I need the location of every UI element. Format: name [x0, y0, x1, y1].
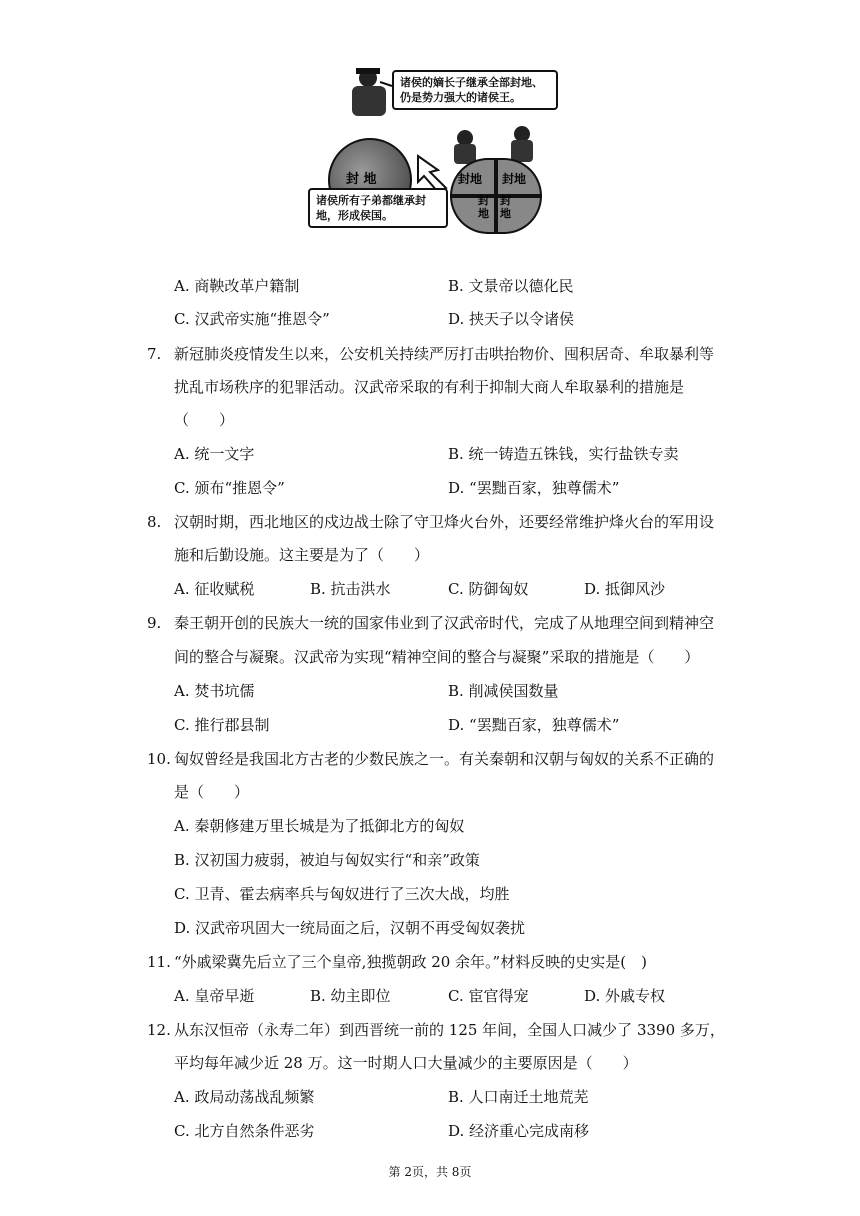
q9-number: 9. [147, 614, 162, 632]
q8-option-a[interactable]: A. 征收赋税 [174, 580, 255, 598]
q10-option-b[interactable]: B. 汉初国力疲弱，被迫与匈奴实行“和亲”政策 [174, 851, 480, 869]
q10-stem-line1: 匈奴曾经是我国北方古老的少数民族之一。有关秦朝和汉朝与匈奴的关系不正确的 [174, 750, 715, 768]
q7-option-c[interactable]: C. 颁布“推恩令” [174, 479, 285, 497]
q6-option-b[interactable]: B. 文景帝以德化民 [448, 277, 574, 295]
q7-stem-line1: 新冠肺炎疫情发生以来，公安机关持续严厉打击哄抬物价、囤积居奇、牟取暴利等 [174, 345, 715, 363]
q8-stem-line2: 施和后勤设施。这主要是为了（ ） [174, 546, 430, 564]
q11-number: 11. [147, 953, 171, 971]
q10-stem-line2: 是（ ） [174, 783, 250, 801]
q8-stem-line1: 汉朝时期，西北地区的戍边战士除了守卫烽火台外，还要经常维护烽火台的军用设 [174, 513, 715, 531]
q9-option-a[interactable]: A. 焚书坑儒 [174, 682, 255, 700]
q10-number: 10. [147, 750, 171, 768]
q7-stem-line3: （ ） [174, 411, 235, 429]
enfeoffment-illustration [300, 58, 560, 238]
large-fief-label: 封 地 [346, 172, 377, 187]
speech-bubble-bottom: 诸侯所有子弟都继承封地，形成侯国。 [308, 188, 448, 228]
q8-number: 8. [147, 513, 162, 531]
q12-stem-line1: 从东汉恒帝（永寿二年）到西晋统一前的 125 年间，全国人口减少了 3390 多万， [174, 1021, 725, 1039]
q9-stem-line1: 秦王朝开创的民族大一统的国家伟业到了汉武帝时代，完成了从地理空间到精神空 [174, 614, 715, 632]
q8-option-b[interactable]: B. 抗击洪水 [310, 580, 391, 598]
fief-quadrant-4-label: 封 地 [500, 194, 511, 220]
q12-option-d[interactable]: D. 经济重心完成南移 [448, 1122, 590, 1140]
q12-option-c[interactable]: C. 北方自然条件恶劣 [174, 1122, 315, 1140]
q7-option-d[interactable]: D. “罢黜百家，独尊儒术” [448, 479, 620, 497]
q6-option-a[interactable]: A. 商鞅改革户籍制 [174, 277, 300, 295]
q7-option-b[interactable]: B. 统一铸造五铢钱，实行盐铁专卖 [448, 445, 679, 463]
q10-option-a[interactable]: A. 秦朝修建万里长城是为了抵御北方的匈奴 [174, 817, 465, 835]
q7-option-a[interactable]: A. 统一文字 [174, 445, 255, 463]
fief-quadrant-2-label: 封地 [502, 172, 527, 186]
fief-quadrant-3-label: 封 地 [478, 194, 489, 220]
q11-option-c[interactable]: C. 宦官得宠 [448, 987, 529, 1005]
q10-option-d[interactable]: D. 汉武帝巩固大一统局面之后，汉朝不再受匈奴袭扰 [174, 919, 526, 937]
page-footer: 第 2页，共 8页 [388, 1165, 472, 1179]
q9-option-b[interactable]: B. 削减侯国数量 [448, 682, 559, 700]
speech-bubble-top: 诸侯的嫡长子继承全部封地、仍是势力强大的诸侯王。 [392, 70, 558, 110]
q11-option-a[interactable]: A. 皇帝早逝 [174, 987, 255, 1005]
q7-number: 7. [147, 345, 162, 363]
q8-option-c[interactable]: C. 防御匈奴 [448, 580, 529, 598]
q9-option-c[interactable]: C. 推行郡县制 [174, 716, 270, 734]
q12-option-b[interactable]: B. 人口南迁土地荒芜 [448, 1088, 589, 1106]
q8-option-d[interactable]: D. 抵御风沙 [584, 580, 666, 598]
q7-stem-line2: 扰乱市场秩序的犯罪活动。汉武帝采取的有利于抑制大商人牟取暴利的措施是 [174, 378, 685, 396]
q12-number: 12. [147, 1021, 171, 1039]
q6-option-c[interactable]: C. 汉武帝实施“推恩令” [174, 310, 330, 328]
q6-option-d[interactable]: D. 挟天子以令诸侯 [448, 310, 575, 328]
q9-stem-line2: 间的整合与凝聚。汉武帝为实现“精神空间的整合与凝聚”采取的措施是（ ） [174, 648, 700, 666]
q12-option-a[interactable]: A. 政局动荡战乱频繁 [174, 1088, 315, 1106]
fief-quadrant-1-label: 封地 [458, 172, 483, 186]
q12-stem-line2: 平均每年减少近 28 万。这一时期人口大量减少的主要原因是（ ） [174, 1054, 638, 1072]
q10-option-c[interactable]: C. 卫青、霍去病率兵与匈奴进行了三次大战，均胜 [174, 885, 510, 903]
q11-option-b[interactable]: B. 幼主即位 [310, 987, 391, 1005]
q11-option-d[interactable]: D. 外戚专权 [584, 987, 666, 1005]
q11-stem-line1: “外戚梁冀先后立了三个皇帝,独揽朝政 20 余年。”材料反映的史实是( ) [174, 953, 647, 971]
q9-option-d[interactable]: D. “罢黜百家，独尊儒术” [448, 716, 620, 734]
